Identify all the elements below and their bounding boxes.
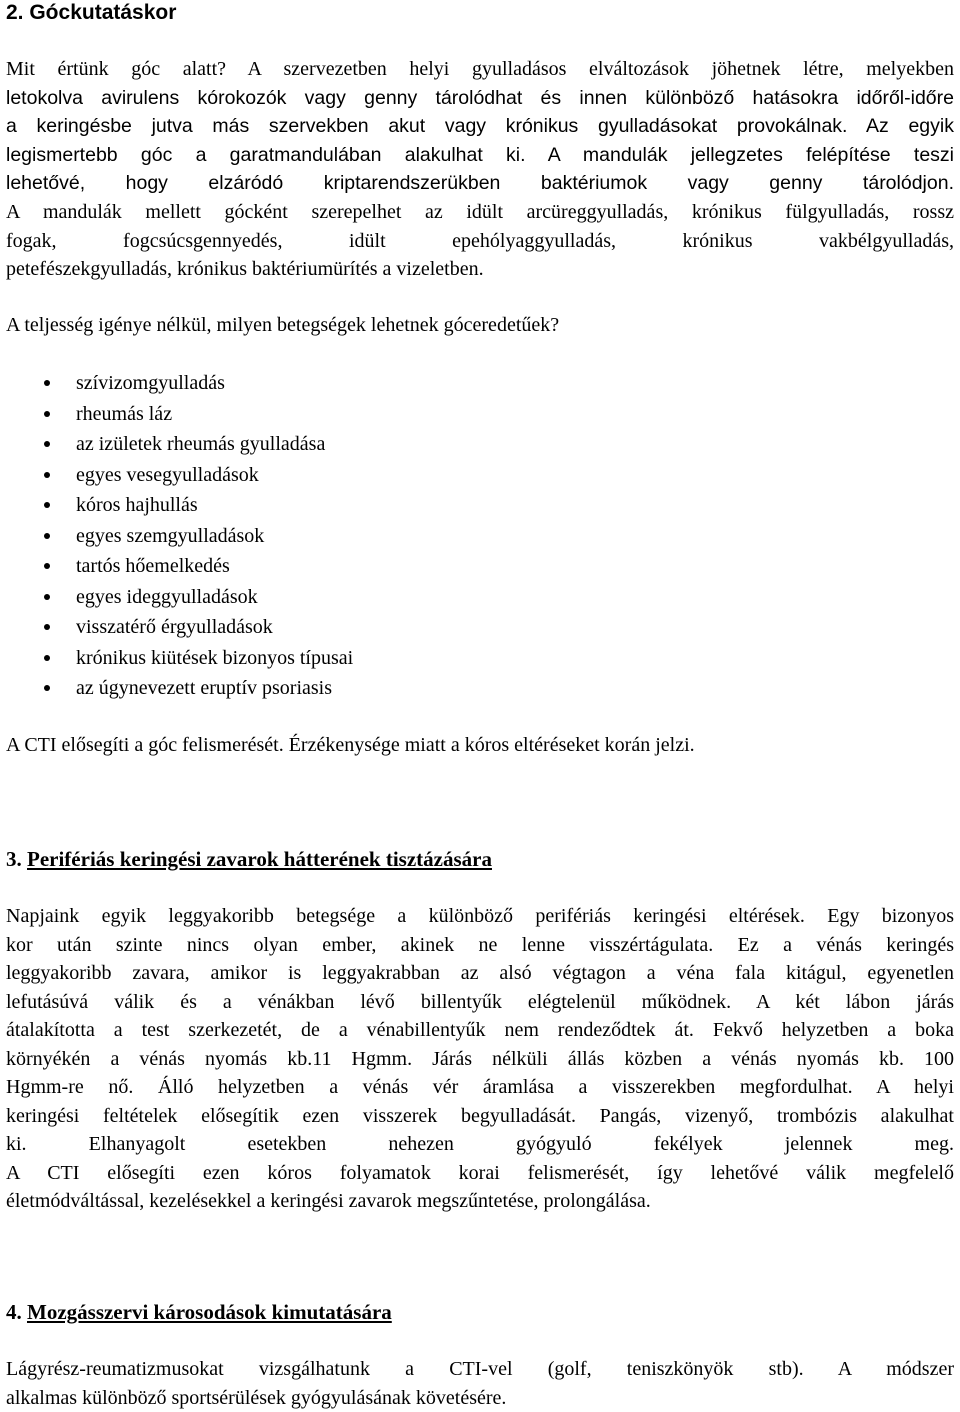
text-line: keringési feltételek elősegítik ezen visszerek begyulladását. Pangás, vizenyő, trombózis alakulhat [6, 1102, 954, 1131]
bullet-icon [44, 624, 50, 630]
list-item-label: krónikus kiütések bizonyos típusai [76, 647, 353, 669]
section-4-title [6, 1299, 392, 1325]
list-item-label: egyes ideggyulladások [76, 586, 258, 608]
text-line: A CTI elősegíti ezen kóros folyamatok korai felismerését, így lehetővé válik megfelelő [6, 1159, 954, 1188]
section-2-conclusion: A CTI elősegíti a góc felismerését. Érzékenysége miatt a kóros eltéréseket korán jelzi. [6, 731, 954, 760]
text-line: letokolva avirulens kórokozók vagy genny tárolódhat és innen különböző hatásokra időről-időre [6, 84, 954, 113]
text-line: Mit értünk góc alatt? A szervezetben helyi gyulladásos elváltozások jöhetnek létre, melyekben [6, 55, 954, 84]
list-item-label: egyes szemgyulladások [76, 525, 264, 547]
text-line: leggyakoribb zavara, amikor is leggyakrabban az alsó végtagon a véna fala kitágul, egyenetlen [6, 959, 954, 988]
bullet-icon [44, 594, 50, 600]
bullet-icon [44, 655, 50, 661]
list-item-label: az úgynevezett eruptív psoriasis [76, 677, 332, 699]
list-item [6, 551, 353, 582]
list-item-label: szívizomgyulladás [76, 372, 225, 394]
list-item [6, 612, 353, 643]
list-item [6, 490, 353, 521]
list-item-label: tartós hőemelkedés [76, 555, 230, 577]
list-item-label: egyes vesegyulladások [76, 464, 259, 486]
text-line: legismertebb góc a garatmandulában alakulhat ki. A mandulák jellegzetes felépítése teszi [6, 141, 954, 170]
list-item [6, 399, 353, 430]
list-item-label: az izületek rheumás gyulladása [76, 433, 325, 455]
text-line: életmódváltással, kezelésekkel a keringési zavarok megszűntetése, prolongálása. [6, 1187, 954, 1216]
section-4-body [6, 1355, 954, 1412]
bullet-icon [44, 502, 50, 508]
text-line: környékén a vénás nyomás kb.11 Hgmm. Járás nélküli állás közben a vénás nyomás kb. 100 [6, 1045, 954, 1074]
text-line: fogak, fogcsúcsgennyedés, idült epehólyaggyulladás, krónikus vakbélgyulladás, [6, 227, 954, 256]
text-line: A mandulák mellett gócként szerepelhet az idült arcüreggyulladás, krónikus fülgyulladás, rossz [6, 198, 954, 227]
bullet-icon [44, 685, 50, 691]
section-number: 4. [6, 1300, 22, 1324]
section-3-body [6, 902, 954, 1216]
text-line: alkalmas különböző sportsérülések gyógyulásának követésére. [6, 1384, 954, 1412]
list-item [6, 521, 353, 552]
bullet-icon [44, 411, 50, 417]
section-title-text: Mozgásszervi károsodások kimutatására [27, 1300, 392, 1324]
bullet-icon [44, 380, 50, 386]
text-line: a keringésbe jutva más szervekben akut vagy krónikus gyulladásokat provokálnak. Az egyik [6, 112, 954, 141]
section-number: 3. [6, 847, 22, 871]
list-item [6, 368, 353, 399]
list-item [6, 582, 353, 613]
section-2-question: A teljesség igénye nélkül, milyen betegségek lehetnek góceredetűek? [6, 311, 954, 340]
list-item-label: rheumás láz [76, 403, 172, 425]
section-title-text: Perifériás keringési zavarok hátterének tisztázására [27, 847, 492, 871]
bullet-icon [44, 472, 50, 478]
list-item [6, 673, 353, 704]
disease-list [6, 368, 353, 704]
text-line: petefészekgyulladás, krónikus baktériumürítés a vizeletben. [6, 255, 954, 284]
text-line: lehetővé, hogy elzáródó kriptarendszerükben baktériumok vagy genny tárolódjon. [6, 169, 954, 198]
bullet-icon [44, 563, 50, 569]
text-line: Lágyrész-reumatizmusokat vizsgálhatunk a CTI-vel (golf, teniszkönyök stb). A módszer [6, 1355, 954, 1384]
text-line: Napjaink egyik leggyakoribb betegsége a különböző perifériás keringési eltérések. Egy bizonyos [6, 902, 954, 931]
section-2-intro [6, 55, 954, 198]
list-item [6, 429, 353, 460]
list-item-label: kóros hajhullás [76, 494, 198, 516]
text-line: lefutásúvá válik és a vénákban lévő billentyűk elégtelenül működnek. A két lábon járás [6, 988, 954, 1017]
text-line: kor után szinte nincs olyan ember, akinek ne lenne visszértágulata. Ez a vénás keringés [6, 931, 954, 960]
list-item-label: visszatérő érgyulladások [76, 616, 273, 638]
text-line: átalakította a test szerkezetét, de a vénabillentyűk nem rendeződtek át. Fekvő helyzetben a boka [6, 1016, 954, 1045]
bullet-icon [44, 441, 50, 447]
list-item [6, 460, 353, 491]
text-line: Hgmm-re nő. Álló helyzetben a vénás vér áramlása a visszerekben megfordulhat. A helyi [6, 1073, 954, 1102]
list-item [6, 643, 353, 674]
section-3-title [6, 846, 492, 872]
text-line: ki. Elhanyagolt esetekben nehezen gyógyuló fekélyek jelennek meg. [6, 1130, 954, 1159]
section-2-title: 2. Góckutatáskor [6, 0, 176, 26]
bullet-icon [44, 533, 50, 539]
section-2-focus-paragraph [6, 198, 954, 284]
